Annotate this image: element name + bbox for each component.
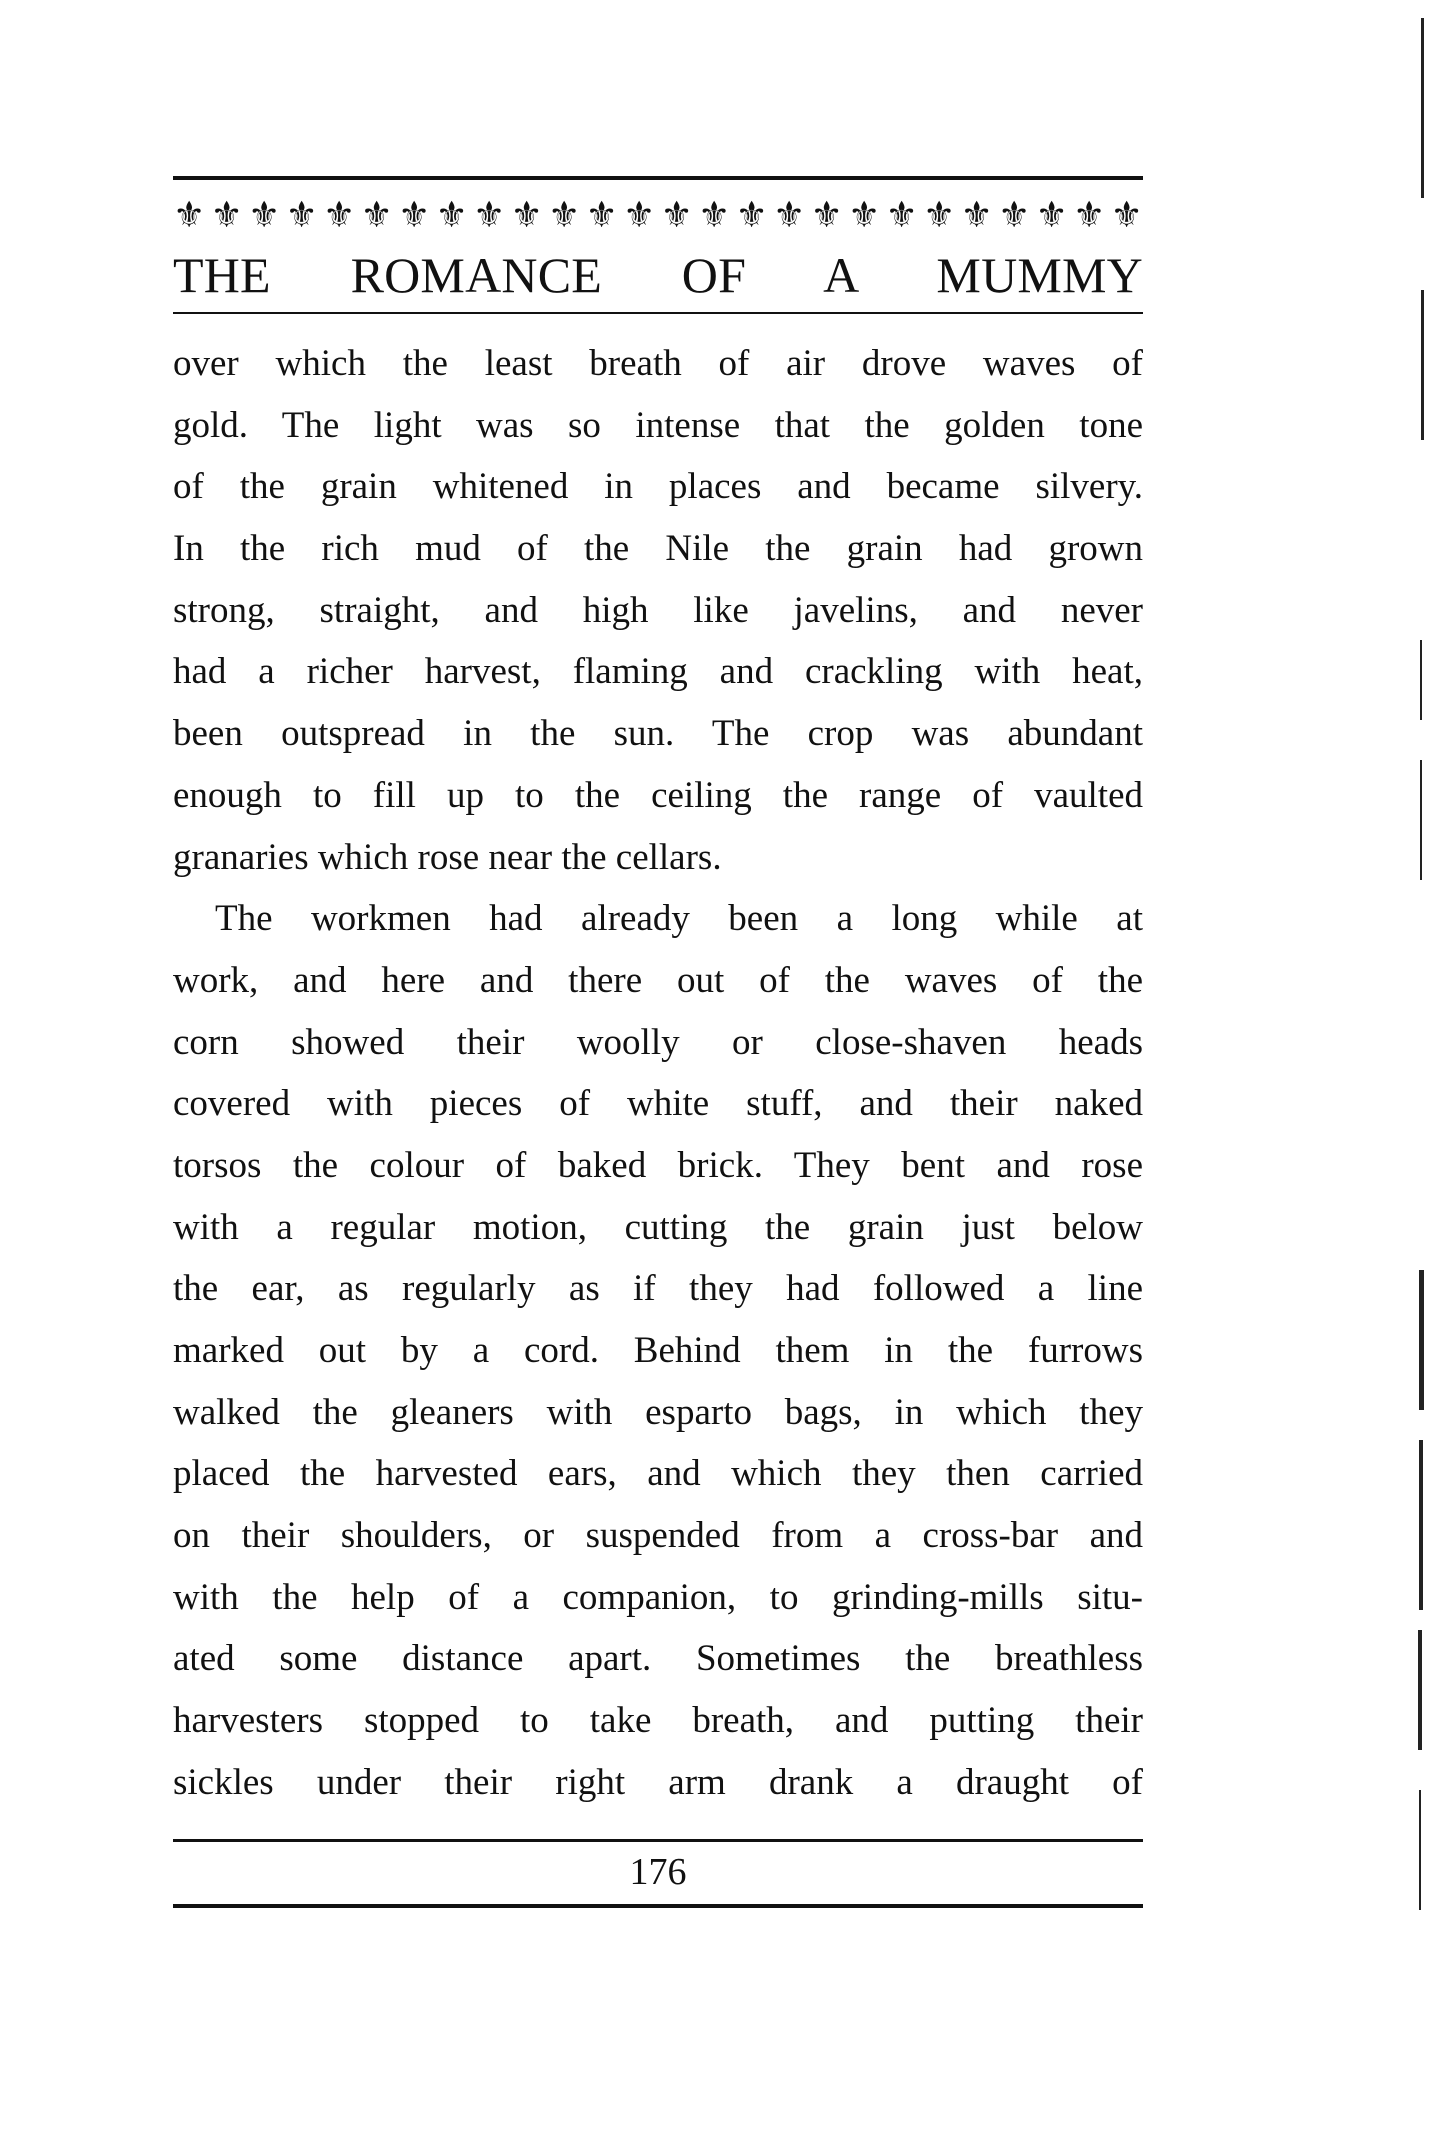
fleur-de-lis-icon: ⚜ [848,195,881,236]
fleur-de-lis-icon: ⚜ [248,195,281,236]
text-line: enough to fill up to the ceiling the range of vaulted [173,774,1143,816]
fleur-de-lis-icon: ⚜ [285,195,318,236]
fleur-de-lis-icon: ⚜ [548,195,581,236]
fleur-de-lis-icon: ⚜ [510,195,543,236]
fleur-de-lis-icon: ⚜ [435,195,468,236]
fleur-de-lis-icon: ⚜ [923,195,956,236]
text-line: the ear, as regularly as if they had followed a line [173,1268,1143,1310]
scan-edge-mark [1418,1630,1422,1750]
text-line: sickles under their right arm drank a draught of [173,1761,1143,1803]
text-line: corn showed their woolly or close-shaven heads [173,1021,1143,1063]
fleur-de-lis-icon: ⚜ [810,195,843,236]
fleur-de-lis-icon: ⚜ [1110,195,1143,236]
text-line: gold. The light was so intense that the golden tone [173,404,1143,446]
fleur-de-lis-icon: ⚜ [660,195,693,236]
scan-edge-mark [1420,760,1422,880]
text-line: placed the harvested ears, and which they then carried [173,1453,1143,1495]
fleur-de-lis-icon: ⚜ [210,195,243,236]
text-line: ated some distance apart. Sometimes the breathless [173,1638,1143,1680]
fleur-de-lis-icon: ⚜ [1035,195,1068,236]
fleur-de-lis-icon: ⚜ [323,195,356,236]
text-line: on their shoulders, or suspended from a cross-bar and [173,1515,1143,1557]
fleur-de-lis-icon: ⚜ [173,195,206,236]
fleur-de-lis-icon: ⚜ [960,195,993,236]
text-line: work, and here and there out of the waves of the [173,959,1143,1001]
scan-edge-mark [1420,640,1422,720]
running-head: THE ROMANCE OF A MUMMY [173,247,1143,303]
running-head-rule [173,312,1143,314]
footer-rule-top [173,1839,1143,1842]
fleur-de-lis-icon: ⚜ [885,195,918,236]
fleur-de-lis-icon: ⚜ [585,195,618,236]
text-line: been outspread in the sun. The crop was abundant [173,713,1143,755]
text-line: walked the gleaners with esparto bags, in which they [173,1391,1143,1433]
text-line: torsos the colour of baked brick. They bent and rose [173,1144,1143,1186]
text-line: with a regular motion, cutting the grain just below [173,1206,1143,1248]
fleur-de-lis-icon: ⚜ [623,195,656,236]
fleur-de-lis-icon: ⚜ [398,195,431,236]
body-text [173,333,1143,1814]
scan-edge-mark [1419,1270,1424,1410]
fleur-de-lis-icon: ⚜ [998,195,1031,236]
text-line: strong, straight, and high like javelins, and never [173,589,1143,631]
footer-rule-bottom [173,1904,1143,1908]
fleur-de-lis-icon: ⚜ [360,195,393,236]
text-line: covered with pieces of white stuff, and their naked [173,1083,1143,1125]
text-line: of the grain whitened in places and became silvery. [173,466,1143,508]
fleur-de-lis-icon: ⚜ [473,195,506,236]
text-line: marked out by a cord. Behind them in the furrows [173,1330,1143,1371]
page-number: 176 [629,1851,687,1893]
text-line-paragraph-start: The workmen had already been a long while at [215,898,1143,940]
fleuron-ornament-row [173,192,1143,240]
fleur-de-lis-icon: ⚜ [698,195,731,236]
scan-edge-mark [1421,18,1424,198]
text-line: In the rich mud of the Nile the grain had grown [173,528,1143,570]
scan-edge-mark [1419,1790,1421,1910]
text-line: over which the least breath of air drove waves of [173,343,1143,384]
fleur-de-lis-icon: ⚜ [773,195,806,236]
scan-edge-mark [1419,1440,1423,1610]
text-line: had a richer harvest, flaming and crackling with heat, [173,651,1143,693]
fleur-de-lis-icon: ⚜ [1073,195,1106,236]
scan-edge-mark [1421,290,1424,440]
header-rule [173,176,1143,180]
text-line-paragraph-end: granaries which rose near the cellars. [173,836,722,878]
fleur-de-lis-icon: ⚜ [735,195,768,236]
text-line: with the help of a companion, to grinding-mills situ- [173,1576,1143,1618]
text-line: harvesters stopped to take breath, and putting their [173,1700,1143,1742]
